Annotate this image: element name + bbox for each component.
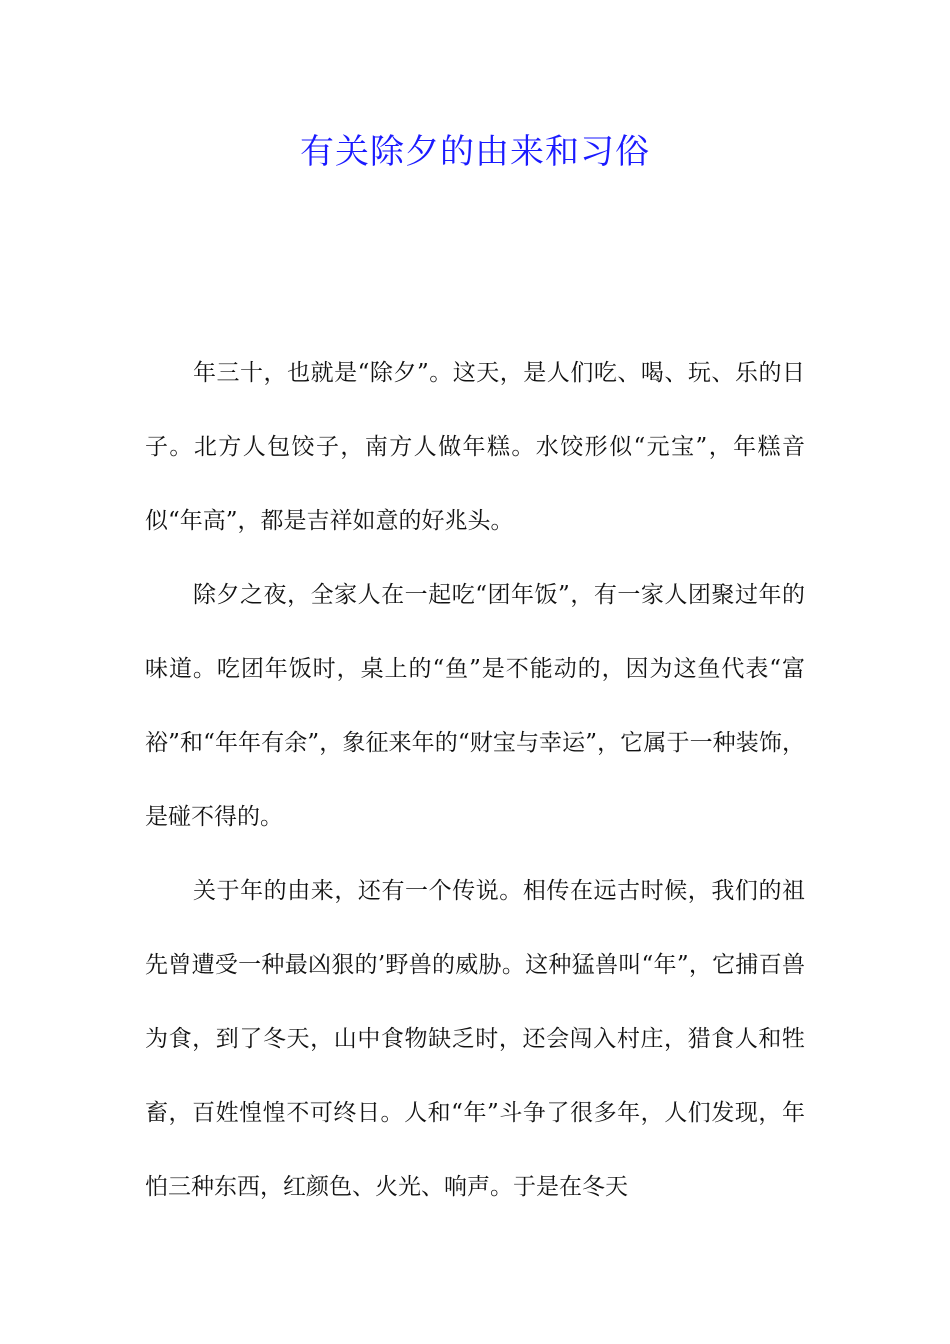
document-body — [145, 336, 805, 1224]
document-title: 有关除夕的由来和习俗 — [300, 132, 650, 172]
paragraph: 关于年的由来，还有一个传说。相传在远古时候，我们的祖先曾遭受一种最凶狠的’野兽的威胁。这种猛兽叫“年”，它捕百兽为食，到了冬天，山中食物缺乏时，还会闯入村庄，猎食人和牲畜，百姓惶惶不可终日。人和“年”斗争了很多年，人们发现，年怕三种东西，红颜色、火光、响声。于是在冬天 — [145, 878, 805, 1200]
paragraph: 除夕之夜，全家人在一起吃“团年饭”，有一家人团聚过年的味道。吃团年饭时，桌上的“鱼”是不能动的，因为这鱼代表“富裕”和“年年有余”，象征来年的“财宝与幸运”，它属于一种装饰，是碰不得的。 — [145, 582, 805, 830]
paragraph: 年三十，也就是“除夕”。这天，是人们吃、喝、玩、乐的日子。北方人包饺子，南方人做年糕。水饺形似“元宝”，年糕音似“年高”，都是吉祥如意的好兆头。 — [145, 360, 805, 534]
